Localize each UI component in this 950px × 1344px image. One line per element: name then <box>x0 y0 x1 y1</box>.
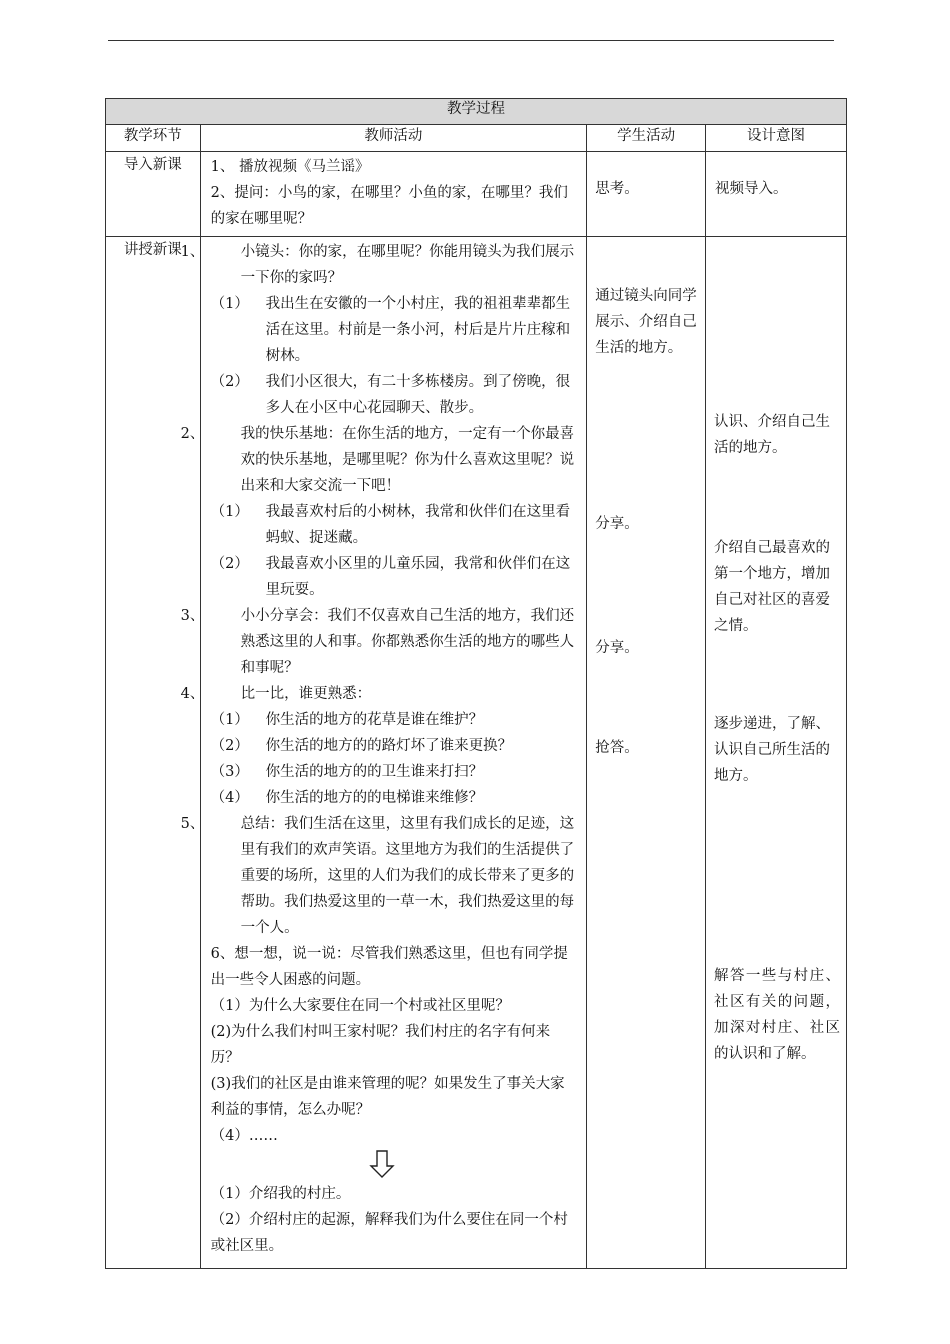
step-6-1: （1）为什么大家要住在同一个村或社区里呢？ <box>210 998 510 1014</box>
lesson-design-intent <box>706 237 847 1269</box>
step-6-3: (3)我们的社区是由谁来管理的呢？如果发生了事关大家利益的事情，怎么办呢？ <box>210 1076 565 1118</box>
col-header-stage: 教学环节 <box>106 125 201 152</box>
intro-stage: 导入新课 <box>106 152 201 237</box>
intro-design-text: 视频导入。 <box>715 181 788 197</box>
lesson-plan-table <box>105 98 847 1269</box>
step-4-1: （1） 你生活的地方的花草是谁在维护？ <box>210 712 484 728</box>
step-6-4: （4）…… <box>210 1128 278 1144</box>
intro-design-intent <box>706 152 847 237</box>
intro-row <box>106 152 847 237</box>
intro-student-activity <box>587 152 706 237</box>
step-1-2: （2） 我们小区很大，有二十多栋楼房。到了傍晚，很多人在小区中心花园聊天、散步。 <box>210 374 571 416</box>
column-header-row <box>106 125 847 152</box>
down-arrow-icon <box>211 1149 579 1181</box>
step-4: 4、 比一比，谁更熟悉： <box>180 686 372 702</box>
step-4-3: （3） 你生活的地方的的卫生谁来打扫？ <box>210 764 484 780</box>
col-header-student: 学生活动 <box>587 125 706 152</box>
lesson-stage: 讲授新课 <box>106 237 201 1269</box>
step-2: 2、 我的快乐基地：在你生活的地方，一定有一个你最喜欢的快乐基地，是哪里呢？你为什么喜欢这里呢？说出来和大家交流一下吧！ <box>180 426 575 494</box>
student-note-3: 分享。 <box>595 640 639 656</box>
step-4-4: （4） 你生活的地方的的电梯谁来维修？ <box>210 790 484 806</box>
step-1: 1、 小镜头：你的家，在哪里呢？你能用镜头为我们展示一下你的家吗？ <box>180 244 575 286</box>
design-note-1: 认识、介绍自己生活的地方。 <box>714 414 831 456</box>
step-6-2: (2)为什么我们村叫王家村呢？我们村庄的名字有何来历？ <box>210 1024 551 1066</box>
design-note-2: 介绍自己最喜欢的第一个地方，增加自己对社区的喜爱之情。 <box>714 540 831 634</box>
step-3: 3、 小小分享会：我们不仅喜欢自己生活的地方，我们还熟悉这里的人和事。你都熟悉你生活的地方的哪些人和事呢？ <box>180 608 575 676</box>
intro-step-1: 1、 播放视频《马兰谣》 <box>210 159 370 175</box>
step-4-2: （2） 你生活的地方的的路灯坏了谁来更换？ <box>210 738 513 754</box>
step-7-1: （1）介绍我的村庄。 <box>210 1186 351 1202</box>
step-2-2: （2） 我最喜欢小区里的儿童乐园，我常和伙伴们在这里玩耍。 <box>210 556 571 598</box>
intro-student-text: 思考。 <box>595 181 639 197</box>
student-note-1: 通过镜头向同学展示、介绍自己生活的地方。 <box>595 288 697 356</box>
intro-teacher-activity <box>200 152 587 237</box>
design-note-3: 逐步递进，了解、认识自己所生活的地方。 <box>714 716 831 784</box>
header-rule <box>108 40 834 41</box>
col-header-teacher: 教师活动 <box>200 125 587 152</box>
step-1-1: （1） 我出生在安徽的一个小村庄，我的祖祖辈辈都生活在这里。村前是一条小河，村后是片片庄稼和树林。 <box>210 296 571 364</box>
banner-title: 教学过程 <box>106 99 847 125</box>
step-6: 6、想一想，说一说：尽管我们熟悉这里，但也有同学提出一些令人困惑的问题。 <box>210 946 568 988</box>
student-note-2: 分享。 <box>595 516 639 532</box>
lesson-teacher-activity <box>180 237 587 1269</box>
design-note-4: 解答一些与村庄、社区有关的问题，加深对村庄、社区的认识和了解。 <box>714 968 840 1062</box>
col-header-design: 设计意图 <box>706 125 847 152</box>
step-5: 5、 总结：我们生活在这里，这里有我们成长的足迹，这里有我们的欢声笑语。这里地方为我们的生活提供了重要的场所，这里的人们为我们的成长带来了更多的帮助。我们热爱这里的一草一木，我们热爱这里的每一个人。 <box>180 816 575 936</box>
lesson-student-activity <box>587 237 706 1269</box>
step-7-2: （2）介绍村庄的起源，解释我们为什么要住在同一个村或社区里。 <box>210 1212 568 1254</box>
student-note-4: 抢答。 <box>595 740 639 756</box>
lesson-row <box>106 237 847 1269</box>
banner-row <box>106 99 847 125</box>
intro-step-2: 2、提问：小鸟的家，在哪里？小鱼的家，在哪里？我们的家在哪里呢？ <box>210 185 568 227</box>
step-2-1: （1） 我最喜欢村后的小树林，我常和伙伴们在这里看蚂蚁、捉迷藏。 <box>210 504 571 546</box>
